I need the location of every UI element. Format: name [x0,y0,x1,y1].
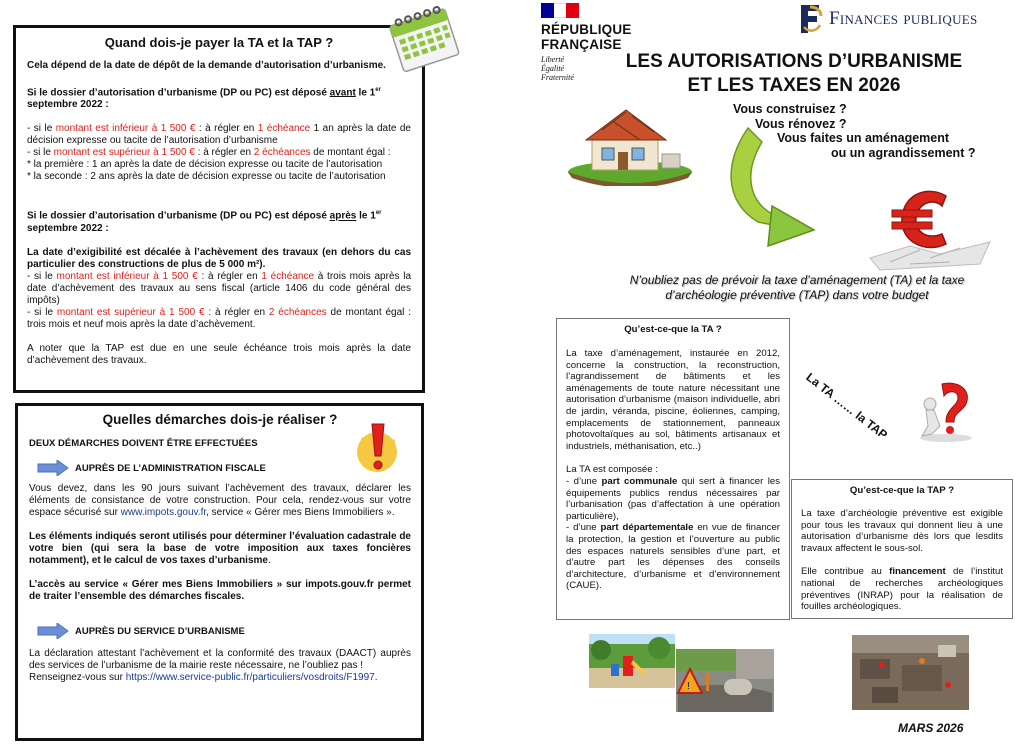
urbanism-paragraph-2: Renseignez-vous sur https://www.service-public.fr/particuliers/vosdroits/F1997. [29,672,378,683]
archaeology-dig-photo [852,635,969,710]
after-rule-2: - si le montant est supérieur à 1 500 € : à régler en 2 échéances de montant égal : trois mois et neuf mois après la date d’achèvement. [27,306,412,330]
tap-funding: Elle contribue au financement de l’institut national de recherches archéologiques préventives (INRAP) pour la réalisation de fouilles archéologiques. [801,566,1003,613]
page-title-line-2: ET LES TAXES EN 2026 [687,75,901,96]
svg-text:!: ! [687,681,690,692]
fiscal-paragraph-1: Vous devez, dans les 90 jours suivant l’achèvement des travaux, déclarer les éléments de consistance de votre construction. Pour cela, rendez-vous sur votre espace sécurisé sur www.impots.gouv.fr, service « Gérer mes Biens Immobiliers ». [29,483,411,518]
tap-box [791,479,1013,619]
calendar-icon [385,6,465,72]
when-box-title: Quand dois-je payer la TA et la TAP ? [104,35,334,50]
impots-link[interactable]: www.impots.gouv.fr [120,507,207,518]
before-heading: Si le dossier d’autorisation d’urbanisme (DP ou PC) est déposé avant le 1er septembre 2022 : [27,87,381,111]
before-rule-2-second: * la seconde : 2 ans après la date de décision expresse ou tacite de l’autorisation [27,171,386,183]
ta-box [556,318,790,620]
right-arrow-icon [37,623,69,639]
finances-publiques-text: Finances publiques [829,8,978,29]
rf-name-line-1: RÉPUBLIQUE [541,22,632,37]
playground-photo [589,634,675,688]
question-extend: ou un agrandissement ? [831,146,976,160]
roadworks-photo [676,649,774,712]
after-heading: Si le dossier d’autorisation d’urbanisme (DP ou PC) est déposé après le 1er septembre 2022 : [27,210,382,234]
ta-municipal-share: - d’une part communale qui sert à financer les équipements publics rendus nécessaires par l’urbanisation (pas d’affectation à une opération particulière), [566,475,780,522]
rf-motto-fraternite: Fraternité [541,73,574,82]
steps-subtitle: DEUX DÉMARCHES DOIVENT ÊTRE EFFECTUÉES [29,438,258,449]
rf-motto-egalite: Égalité [541,64,565,73]
question-mark-figure-icon [912,378,980,444]
question-develop: Vous faites un aménagement [777,131,950,145]
tap-note: A noter que la TAP est due en une seule échéance trois mois après la date d’achèvement des travaux. [27,342,411,366]
fiscal-paragraph-3: L’accès au service « Gérer mes Biens Immobiliers » sur impots.gouv.fr permet de traiter l’ensemble des démarches fiscales. [29,579,411,602]
urbanism-section-title: AUPRÈS DU SERVICE D’URBANISME [75,625,245,637]
fiscal-paragraph-2: Les éléments indiqués seront utilisés pour déterminer l’évaluation cadastrale de votre bien (qui sera la base de votre imposition aux taxes foncières notamment), et le calcul de vos taxes d’urbanisme. [29,531,411,566]
ta-tap-label: La TA …… la TAP [803,370,891,443]
after-bold: La date d’exigibilité est décalée à l’achèvement des travaux (en dehors du cas particulier des constructions de plus de 5 000 m²). [27,246,411,270]
tax-reminder-line-2: d’archéologie préventive (TAP) dans votre budget [665,288,929,302]
finances-publiques-emblem-icon [797,3,823,35]
footer-date: MARS 2026 [898,721,964,735]
before-rule-1: - si le montant est inférieur à 1 500 € : à régler en 1 échéance 1 an après la date de décision expresse ou tacite de l’autorisation d’urbanisme [27,123,411,147]
before-rule-2-first: * la première : 1 an après la date de décision expresse ou tacite de l’autorisation [27,159,383,171]
urbanism-paragraph-1: La déclaration attestant l’achèvement et la conformité des travaux (DAACT) auprès des services de l’urbanisme de la mairie reste nécessaire, ne l’oubliez pas ! [29,648,411,671]
exclamation-icon [352,420,400,476]
euro-sign-illustration [850,178,1000,273]
tap-definition: La taxe d’archéologie préventive est exigible pour tous les travaux qui donnent lieu à une autorisation d’urbanisme dès lors que lesdits travaux affectent le sous-sol. [801,508,1003,554]
question-build: Vous construisez ? [733,102,847,116]
ta-box-title: Qu’est-ce-que la TA ? [624,324,722,335]
tax-reminder [600,273,994,303]
page-title-line-1: LES AUTORISATIONS D’URBANISME [625,51,963,72]
fiscal-section-title: AUPRÈS DE L’ADMINISTRATION FISCALE [75,462,266,474]
tap-box-title: Qu’est-ce-que la TAP ? [849,485,955,496]
when-intro: Cela dépend de la date de dépôt de la demande d’autorisation d’urbanisme. [27,60,386,71]
marianne-flag [541,3,579,18]
finances-publiques-logo [797,2,1007,36]
after-rule-1: - si le montant est inférieur à 1 500 € : à régler en 1 échéance à trois mois après la date d’achèvement des travaux au sens fiscal (article 1406 du code général des impôts) [27,270,412,306]
house-construction-illustration [562,98,698,186]
urbanism-section-heading [37,623,411,639]
rf-motto-liberte: Liberté [541,55,565,64]
green-curved-arrow-icon [718,122,818,250]
when-to-pay-box [13,25,425,393]
question-renovate: Vous rénovez ? [755,117,847,131]
tax-reminder-line-1: N’oubliez pas de prévoir la taxe d’aménagement (TA) et la taxe [629,273,965,287]
ta-composition-intro: La TA est composée : [566,464,658,476]
page-title [600,50,988,98]
ta-definition: La taxe d’aménagement, instaurée en 2012, concerne la construction, la reconstruction, l’agrandissement de bâtiments et les aménagements de toute nature nécessitant une autorisation d’urbanisme (maison individuelle, abri de jardin, véranda, piscine, éoliennes, camping, emplacements de stationnement, panneaux photovoltaïques au sol, bâtiments artisanaux et industriels, méthanisation, etc..) [566,348,780,452]
before-rule-2: - si le montant est supérieur à 1 500 € : à régler en 2 échéances de montant égal : [27,147,391,159]
right-arrow-icon [37,460,69,476]
steps-box-title: Quelles démarches dois-je réaliser ? [102,412,338,427]
rf-name-line-2: FRANÇAISE [541,37,622,52]
service-public-link[interactable]: https://www.service-public.fr/particuliers/vosdroits/F1997 [125,672,375,683]
ta-departmental-share: - d’une part départementale en vue de financer la protection, la gestion et l’ouverture au public des espaces naturels sensibles d’une part, et d’autre part les dépenses des conseils d’architecture, d’urbanisme et d’environnement (CAUE). [566,522,781,592]
